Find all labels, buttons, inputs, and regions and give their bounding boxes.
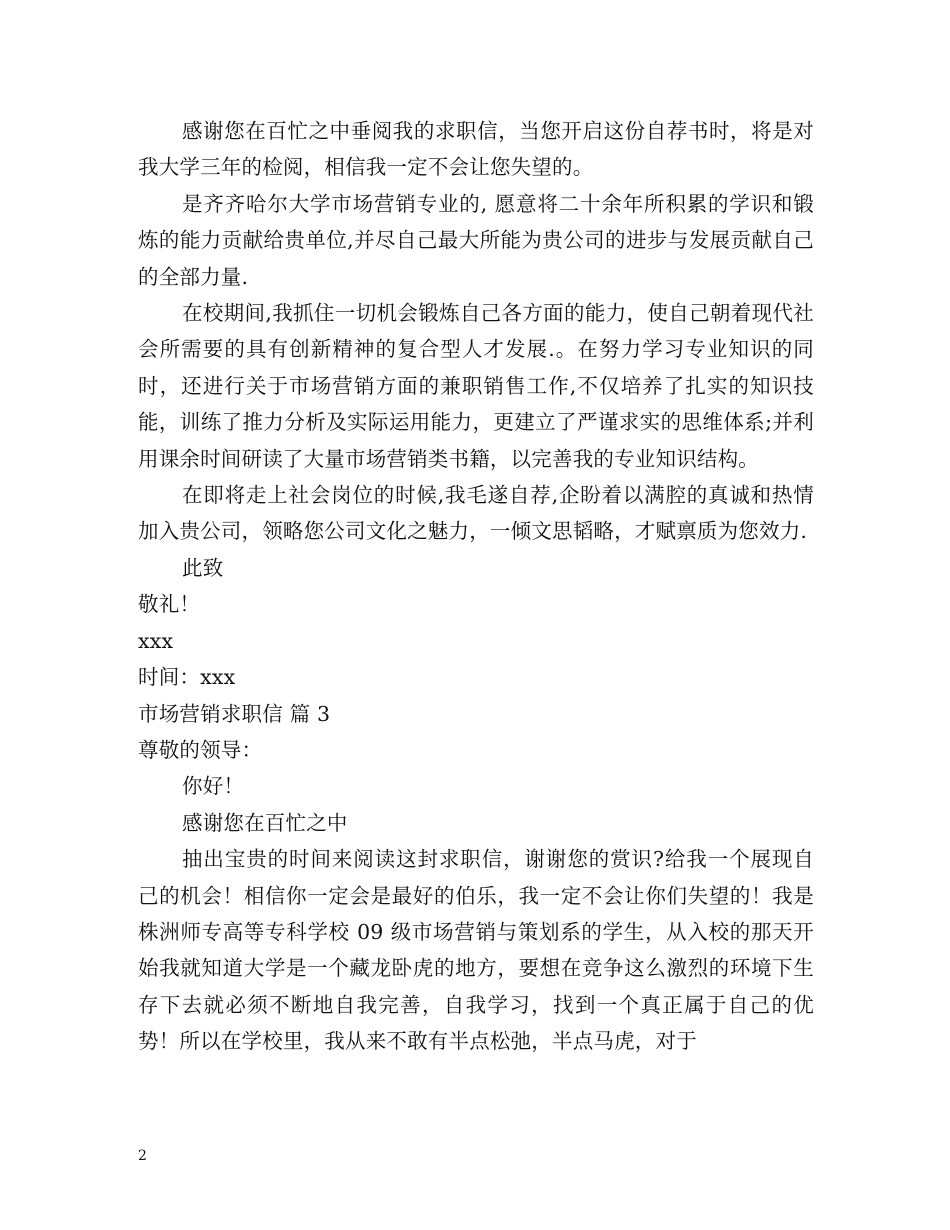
paragraph: 市场营销求职信 篇 3 <box>138 701 331 726</box>
paragraph: 抽出宝贵的时间来阅读这封求职信，谢谢您的赏识?给我一个展现自己的机会！相信你一定会是最好的伯乐，我一定不会让你们失望的！我是株洲师专高等专科学校 09 级市场营销与策划系的学生，从入校的那天开始我就知道大学是一个藏龙卧虎的地方，要想在竞争这么激烈的环境下生存下去就必须不断地自我完善，自我学习，找到一个真正属于自己的优势！所以在学校里，我从来不敢有半点松弛，半点马虎，对于 <box>138 847 814 1054</box>
paragraph: 是齐齐哈尔大学市场营销专业的, 愿意将二十余年所积累的学识和锻炼的能力贡献给贵单位,并尽自己最大所能为贵公司的进步与发展贡献自己的全部力量. <box>138 191 814 289</box>
paragraph: xxx <box>138 628 174 653</box>
paragraph: 在校期间,我抓住一切机会锻炼自己各方面的能力，使自己朝着现代社会所需要的具有创新精神的复合型人才发展.。在努力学习专业知识的同时，还进行关于市场营销方面的兼职销售工作,不仅培养了扎实的知识技能，训练了推力分析及实际运用能力，更建立了严谨求实的思维体系;并利用课余时间研读了大量市场营销类书籍，以完善我的专业知识结构。 <box>138 301 814 471</box>
paragraph: 时间：xxx <box>138 665 236 690</box>
paragraph: 感谢您在百忙之中垂阅我的求职信，当您开启这份自荐书时，将是对我大学三年的检阅，相信我一定不会让您失望的。 <box>138 119 814 180</box>
document-body <box>138 113 814 1060</box>
paragraph: 尊敬的领导： <box>138 737 263 762</box>
paragraph: 此致 <box>182 555 224 580</box>
paragraph: 感谢您在百忙之中 <box>182 810 348 835</box>
paragraph: 在即将走上社会岗位的时候,我毛遂自荐,企盼着以满腔的真诚和热情加入贵公司，领略您公司文化之魅力，一倾文思韬略，才赋禀质为您效力. <box>138 483 814 544</box>
paragraph: 敬礼！ <box>138 592 201 617</box>
page-number: 2 <box>138 1148 147 1164</box>
paragraph: 你好！ <box>182 774 245 799</box>
